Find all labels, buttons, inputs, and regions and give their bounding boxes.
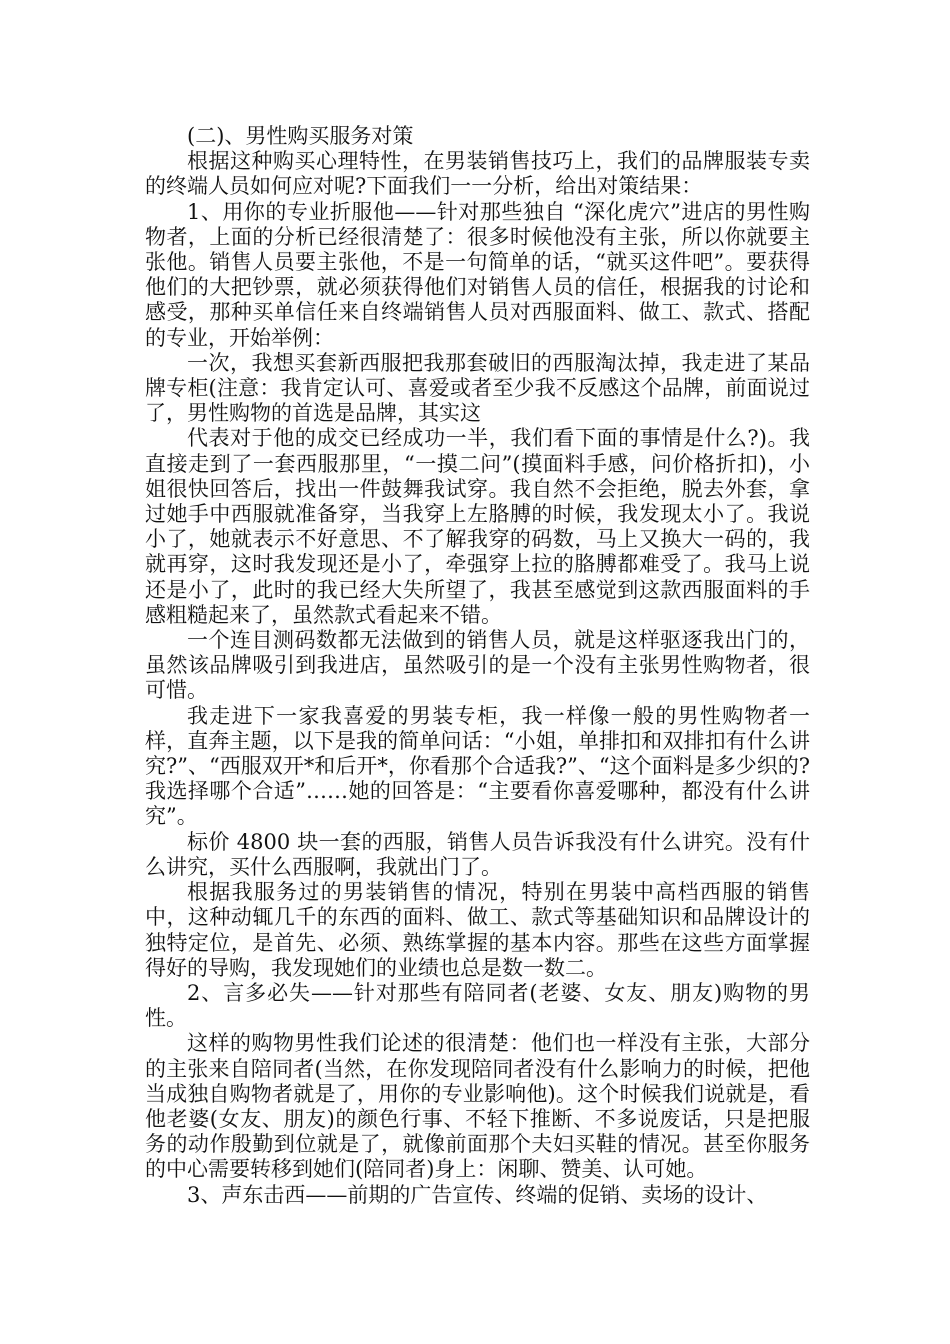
paragraph-strategy-2: 2、言多必失——针对那些有陪同者(老婆、女友、朋友)购物的男性。	[145, 980, 810, 1031]
paragraph-example-start: 一次，我想买套新西服把我那套破旧的西服淘汰掉，我走进了某品牌专柜(注意：我肯定认可、喜爱或者至少我不反感这个品牌，前面说过了，男性购物的首选是品牌，其实这	[145, 350, 810, 426]
paragraph-example-conclusion: 一个连目测码数都无法做到的销售人员，就是这样驱逐我出门的，虽然该品牌吸引到我进店，虽然吸引的是一个没有主张男性购物者，很可惜。	[145, 628, 810, 703]
paragraph-companion: 这样的购物男性我们论述的很清楚：他们也一样没有主张，大部分的主张来自陪同者(当然，在你发现陪同者没有什么影响力的时候，把他当成独自购物者就是了，用你的专业影响他)。这个时候我们说就是，看他老婆(女友、朋友)的颜色行事、不轻下推断、不多说废话，只是把服务的动作殷勤到位就是了，就像前面那个夫妇买鞋的情况。甚至你服务的中心需要转移到她们(陪同者)身上：闲聊、赞美、认可她。	[145, 1031, 810, 1182]
paragraph-second-store: 我走进下一家我喜爱的男装专柜，我一样像一般的男性购物者一样，直奔主题，以下是我的简单问话：“小姐，单排扣和双排扣有什么讲究?”、“西服双开*和后开*，你看那个合适我?”、“这个面料是多少织的?我选择哪个合适”……她的回答是：“主要看你喜爱哪种，都没有什么讲究”。	[145, 703, 810, 829]
section-heading: (二)、男性购买服务对策	[187, 124, 414, 148]
paragraph-strategy-3: 3、声东击西——前期的广告宣传、终端的促销、卖场的设计、	[187, 1182, 768, 1207]
paragraph-example-story: 代表对于他的成交已经成功一半，我们看下面的事情是什么?)。我直接走到了一套西服那里，“一摸二问”(摸面料手感，问价格折扣)，小姐很快回答后，找出一件鼓舞我试穿。我自然不会拒绝，脱去外套，拿过她手中西服就准备穿，当我穿上左胳膊的时候，我发现太小了。我说小了，她就表示不好意思、不了解我穿的码数，马上又换大一码的，我就再穿，这时我发现还是小了，牵强穿上拉的胳膊都难受了。我马上说还是小了，此时的我已经大失所望了，我甚至感觉到这款西服面料的手感粗糙起来了，虽然款式看起来不错。	[145, 426, 810, 627]
paragraph-price: 标价 4800 块一套的西服，销售人员告诉我没有什么讲究。没有什么讲究，买什么西服啊，我就出门了。	[145, 829, 810, 879]
paragraph-strategy-1: 1、用你的专业折服他——针对那些独自 “深化虎穴”进店的男性购物者，上面的分析已经很清楚了：很多时候他没有主张，所以你就要主张他。销售人员要主张他，不是一句简单的话，“就买这件吧”。要获得他们的大把钞票，就必须获得他们对销售人员的信任，根据我的讨论和感受，那种买单信任来自终端销售人员对西服面料、做工、款式、搭配的专业，开始举例：	[145, 199, 810, 350]
paragraph-knowledge: 根据我服务过的男装销售的情况，特别在男装中高档西服的销售中，这种动辄几千的东西的面料、做工、款式等基础知识和品牌设计的独特定位，是首先、必须、熟练掌握的基本内容。那些在这些方面掌握得好的导购，我发现她们的业绩也总是数一数二。	[145, 880, 810, 980]
paragraph-intro: 根据这种购买心理特性，在男装销售技巧上，我们的品牌服装专卖的终端人员如何应对呢?下面我们一一分析，给出对策结果：	[145, 149, 810, 199]
document-body	[145, 124, 810, 1208]
